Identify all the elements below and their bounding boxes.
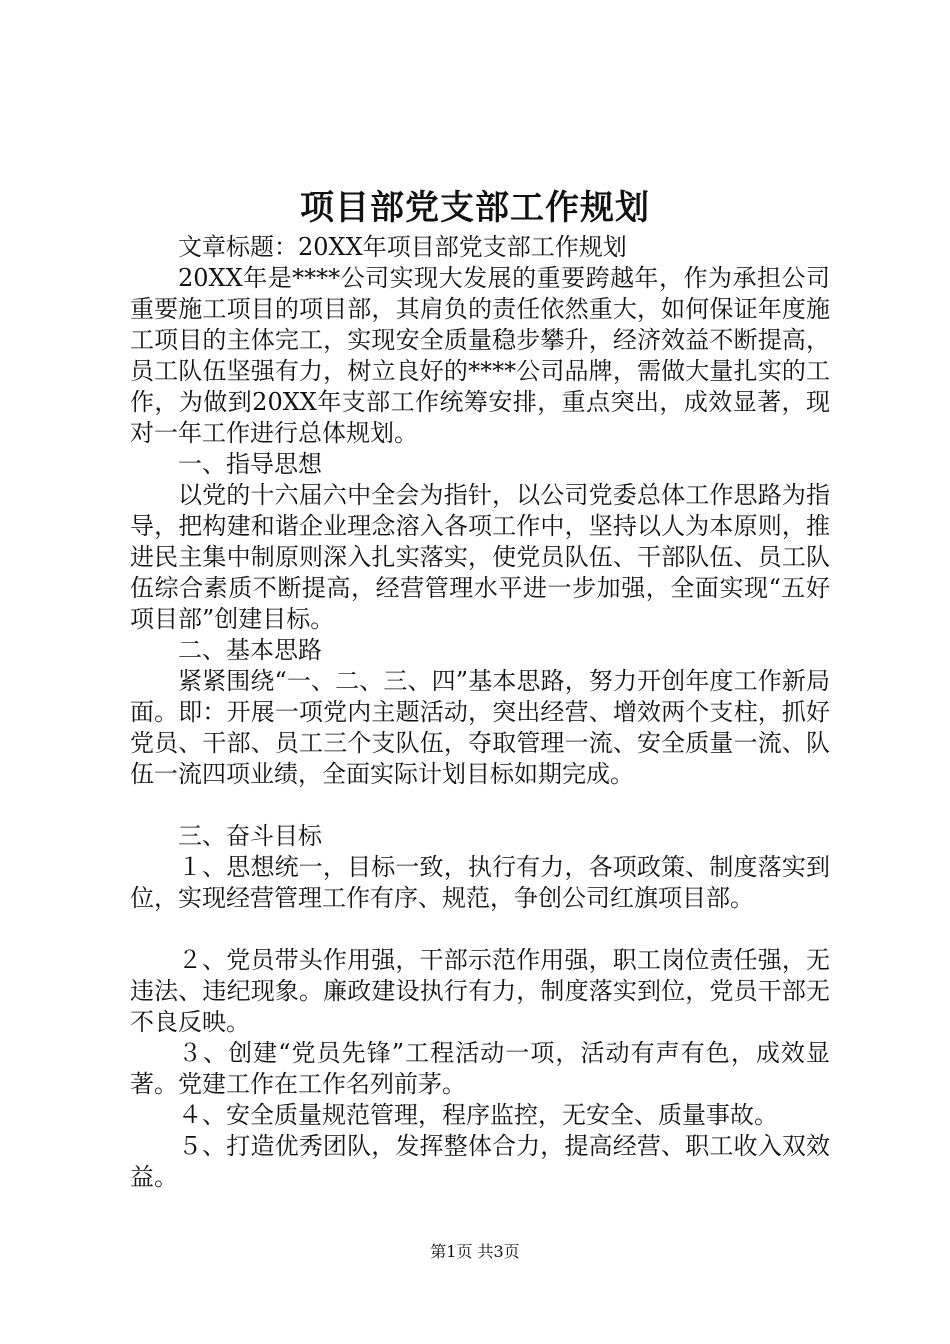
section-heading-goals: 三、奋斗目标 <box>178 822 322 850</box>
section-heading-guiding-ideology: 一、指导思想 <box>178 450 322 478</box>
guiding-ideology-paragraph: 以党的十六届六中全会为指针，以公司党委总体工作思路为指导，把构建和谐企业理念溶入各项工作中，坚持以人为本原则，推进民主集中制原则深入扎实落实，使党员队伍、干部队伍、员工队伍综合素质不断提高，经营管理水平进一步加强，全面实现“五好项目部”创建目标。 <box>130 481 830 633</box>
goal-item-3: ３、创建“党员先锋”工程活动一项，活动有声有色，成效显著。党建工作在工作名列前茅。 <box>130 1039 830 1098</box>
goal-item-4: ４、安全质量规范管理，程序监控，无安全、质量事故。 <box>178 1101 778 1129</box>
intro-paragraph: 20XX年是****公司实现大发展的重要跨越年，作为承担公司重要施工项目的项目部，其肩负的责任依然重大，如何保证年度施工项目的主体完工，实现安全质量稳步攀升，经济效益不断提高，员工队伍坚强有力，树立良好的****公司品牌，需做大量扎实的工作，为做到20XX年支部工作统筹安排，重点突出，成效显著，现对一年工作进行总体规划。 <box>130 264 830 447</box>
goal-item-5: ５、打造优秀团队，发挥整体合力，提高经营、职工收入双效益。 <box>130 1132 830 1191</box>
goal-item-2: ２、党员带头作用强，干部示范作用强，职工岗位责任强，无违法、违纪现象。廉政建设执行有力，制度落实到位，党员干部无不良反映。 <box>130 946 830 1036</box>
page-footer: 第1页 共3页 <box>430 1242 520 1261</box>
goal-item-1: １、思想统一，目标一致，执行有力，各项政策、制度落实到位，实现经营管理工作有序、规范，争创公司红旗项目部。 <box>130 853 830 912</box>
document-title: 项目部党支部工作规划 <box>300 188 650 228</box>
basic-approach-paragraph: 紧紧围绕“一、二、三、四”基本思路，努力开创年度工作新局面。即：开展一项党内主题活动，突出经营、增效两个支柱，抓好党员、干部、员工三个支队伍，夺取管理一流、安全质量一流、队伍一流四项业绩，全面实际计划目标如期完成。 <box>130 667 830 788</box>
document-body <box>130 232 830 1193</box>
section-heading-basic-approach: 二、基本思路 <box>178 636 322 664</box>
article-title-line: 文章标题：20XX年项目部党支部工作规划 <box>178 233 627 261</box>
